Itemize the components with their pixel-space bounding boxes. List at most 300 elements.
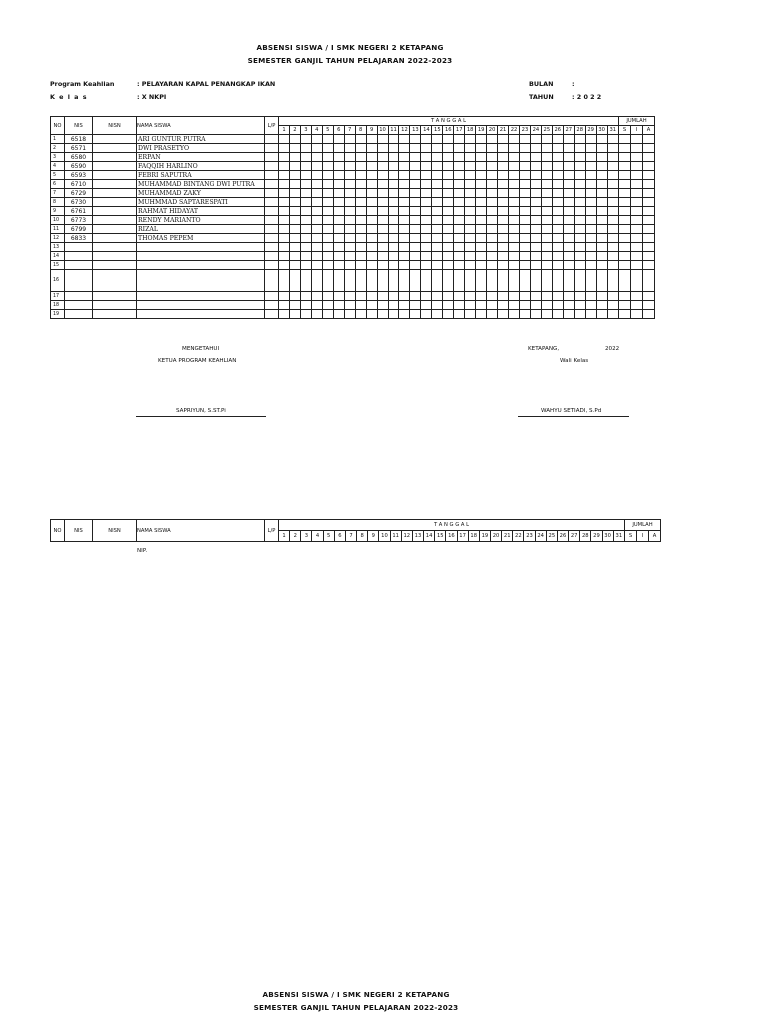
header-day: 6 bbox=[333, 126, 344, 135]
row-attendance-cell bbox=[421, 261, 432, 270]
row-attendance-cell bbox=[552, 135, 563, 144]
row-attendance-cell bbox=[432, 171, 443, 180]
row-attendance-cell bbox=[344, 153, 355, 162]
row-attendance-cell bbox=[498, 198, 509, 207]
row-attendance-cell bbox=[530, 135, 541, 144]
header-tanggal: T A N G G A L bbox=[279, 117, 619, 126]
row-attendance-cell bbox=[487, 144, 498, 153]
row-attendance-cell bbox=[498, 216, 509, 225]
row-attendance-cell bbox=[630, 180, 642, 189]
row-attendance-cell bbox=[498, 180, 509, 189]
row-attendance-cell bbox=[642, 270, 654, 292]
attendance-table-header-repeat bbox=[50, 519, 661, 542]
header-lp: L/P bbox=[265, 117, 279, 135]
row-attendance-cell bbox=[355, 243, 366, 252]
header-sia: S bbox=[624, 531, 636, 542]
row-attendance-cell bbox=[530, 261, 541, 270]
row-attendance-cell bbox=[642, 135, 654, 144]
doc-title-line2: SEMESTER GANJIL TAHUN PELAJARAN 2022-2023 bbox=[247, 56, 453, 65]
row-attendance-cell bbox=[607, 162, 618, 171]
row-nama bbox=[137, 243, 265, 252]
row-attendance-cell bbox=[563, 292, 574, 301]
row-attendance-cell bbox=[585, 135, 596, 144]
row-attendance-cell bbox=[377, 310, 388, 319]
row-attendance-cell bbox=[642, 198, 654, 207]
row-attendance-cell bbox=[552, 243, 563, 252]
row-attendance-cell bbox=[630, 162, 642, 171]
row-attendance-cell bbox=[279, 162, 290, 171]
row-attendance-cell bbox=[421, 292, 432, 301]
row-attendance-cell bbox=[366, 243, 377, 252]
row-attendance-cell bbox=[607, 270, 618, 292]
row-attendance-cell bbox=[498, 189, 509, 198]
row-attendance-cell bbox=[300, 292, 311, 301]
row-attendance-cell bbox=[289, 135, 300, 144]
row-attendance-cell bbox=[399, 292, 410, 301]
row-attendance-cell bbox=[355, 162, 366, 171]
row-attendance-cell bbox=[311, 261, 322, 270]
row-attendance-cell bbox=[585, 270, 596, 292]
row-nis: 6761 bbox=[65, 207, 93, 216]
row-attendance-cell bbox=[410, 189, 421, 198]
row-attendance-cell bbox=[465, 144, 476, 153]
row-attendance-cell bbox=[366, 292, 377, 301]
header-day: 28 bbox=[580, 531, 591, 542]
nip-label: NIP. bbox=[137, 548, 148, 554]
row-attendance-cell bbox=[642, 292, 654, 301]
row-nama bbox=[137, 270, 265, 292]
row-attendance-cell bbox=[487, 301, 498, 310]
row-attendance-cell bbox=[596, 189, 607, 198]
header-day: 21 bbox=[498, 126, 509, 135]
row-attendance-cell bbox=[476, 153, 487, 162]
header-day: 12 bbox=[401, 531, 412, 542]
row-attendance-cell bbox=[443, 310, 454, 319]
row-attendance-cell bbox=[377, 135, 388, 144]
row-attendance-cell bbox=[388, 171, 399, 180]
header-no: NO bbox=[51, 117, 65, 135]
row-attendance-cell bbox=[530, 270, 541, 292]
row-attendance-cell bbox=[596, 153, 607, 162]
row-attendance-cell bbox=[519, 198, 530, 207]
attendance-table bbox=[50, 116, 655, 319]
row-attendance-cell bbox=[432, 270, 443, 292]
row-attendance-cell bbox=[574, 207, 585, 216]
row-attendance-cell bbox=[642, 153, 654, 162]
row-attendance-cell bbox=[487, 189, 498, 198]
row-attendance-cell bbox=[552, 189, 563, 198]
row-attendance-cell bbox=[596, 216, 607, 225]
header-day: 26 bbox=[552, 126, 563, 135]
row-nis bbox=[65, 261, 93, 270]
row-attendance-cell bbox=[487, 180, 498, 189]
row-attendance-cell bbox=[300, 270, 311, 292]
row-nisn bbox=[93, 135, 137, 144]
header-day: 19 bbox=[479, 531, 490, 542]
row-attendance-cell bbox=[541, 180, 552, 189]
row-attendance-cell bbox=[421, 207, 432, 216]
row-attendance-cell bbox=[519, 261, 530, 270]
row-lp bbox=[265, 189, 279, 198]
row-attendance-cell bbox=[399, 207, 410, 216]
row-attendance-cell bbox=[366, 252, 377, 261]
row-attendance-cell bbox=[552, 144, 563, 153]
header-day: 10 bbox=[379, 531, 390, 542]
row-attendance-cell bbox=[585, 234, 596, 243]
row-attendance-cell bbox=[465, 180, 476, 189]
row-attendance-cell bbox=[443, 301, 454, 310]
row-attendance-cell bbox=[585, 292, 596, 301]
row-attendance-cell bbox=[519, 243, 530, 252]
row-attendance-cell bbox=[322, 189, 333, 198]
row-attendance-cell bbox=[596, 252, 607, 261]
row-attendance-cell bbox=[509, 310, 520, 319]
row-attendance-cell bbox=[388, 261, 399, 270]
row-attendance-cell bbox=[421, 234, 432, 243]
row-attendance-cell bbox=[432, 189, 443, 198]
kelas-label: K e l a s bbox=[50, 93, 88, 101]
row-attendance-cell bbox=[454, 261, 465, 270]
row-attendance-cell bbox=[454, 252, 465, 261]
header-day: 3 bbox=[301, 531, 312, 542]
row-lp bbox=[265, 261, 279, 270]
row-attendance-cell bbox=[530, 292, 541, 301]
row-attendance-cell bbox=[563, 144, 574, 153]
row-attendance-cell bbox=[388, 153, 399, 162]
row-attendance-cell bbox=[279, 234, 290, 243]
table-row bbox=[51, 301, 655, 310]
row-attendance-cell bbox=[642, 310, 654, 319]
row-lp bbox=[265, 270, 279, 292]
row-attendance-cell bbox=[642, 216, 654, 225]
row-attendance-cell bbox=[530, 153, 541, 162]
table-row bbox=[51, 225, 655, 234]
row-attendance-cell bbox=[432, 261, 443, 270]
row-attendance-cell bbox=[563, 135, 574, 144]
row-attendance-cell bbox=[399, 225, 410, 234]
row-attendance-cell bbox=[596, 144, 607, 153]
row-attendance-cell bbox=[465, 301, 476, 310]
row-attendance-cell bbox=[574, 135, 585, 144]
row-attendance-cell bbox=[596, 261, 607, 270]
row-attendance-cell bbox=[519, 225, 530, 234]
row-lp bbox=[265, 234, 279, 243]
row-no: 1 bbox=[51, 135, 65, 144]
row-no: 14 bbox=[51, 252, 65, 261]
row-attendance-cell bbox=[519, 292, 530, 301]
row-attendance-cell bbox=[607, 292, 618, 301]
header-day: 26 bbox=[557, 531, 568, 542]
header-day: 8 bbox=[357, 531, 368, 542]
row-attendance-cell bbox=[388, 216, 399, 225]
row-attendance-cell bbox=[432, 310, 443, 319]
row-attendance-cell bbox=[366, 234, 377, 243]
row-attendance-cell bbox=[509, 153, 520, 162]
row-attendance-cell bbox=[519, 162, 530, 171]
row-attendance-cell bbox=[388, 144, 399, 153]
row-attendance-cell bbox=[344, 216, 355, 225]
row-attendance-cell bbox=[618, 252, 630, 261]
row-nis bbox=[65, 292, 93, 301]
row-attendance-cell bbox=[399, 252, 410, 261]
row-no: 7 bbox=[51, 189, 65, 198]
row-attendance-cell bbox=[366, 301, 377, 310]
row-attendance-cell bbox=[322, 207, 333, 216]
row-attendance-cell bbox=[355, 153, 366, 162]
row-attendance-cell bbox=[630, 261, 642, 270]
row-attendance-cell bbox=[454, 243, 465, 252]
row-attendance-cell bbox=[498, 301, 509, 310]
row-no: 19 bbox=[51, 310, 65, 319]
row-attendance-cell bbox=[410, 144, 421, 153]
program-label: Program Keahlian bbox=[50, 80, 115, 88]
row-attendance-cell bbox=[421, 135, 432, 144]
row-attendance-cell bbox=[366, 180, 377, 189]
header-nisn: NISN bbox=[93, 117, 137, 135]
row-nisn bbox=[93, 189, 137, 198]
row-attendance-cell bbox=[443, 261, 454, 270]
row-attendance-cell bbox=[618, 153, 630, 162]
row-attendance-cell bbox=[487, 261, 498, 270]
row-attendance-cell bbox=[487, 171, 498, 180]
row-attendance-cell bbox=[618, 301, 630, 310]
row-attendance-cell bbox=[509, 198, 520, 207]
header-row bbox=[51, 520, 661, 531]
header-day: 27 bbox=[569, 531, 580, 542]
row-attendance-cell bbox=[355, 270, 366, 292]
row-no: 11 bbox=[51, 225, 65, 234]
row-attendance-cell bbox=[642, 207, 654, 216]
row-attendance-cell bbox=[279, 310, 290, 319]
row-attendance-cell bbox=[541, 243, 552, 252]
row-attendance-cell bbox=[377, 171, 388, 180]
row-attendance-cell bbox=[377, 252, 388, 261]
row-attendance-cell bbox=[607, 189, 618, 198]
row-attendance-cell bbox=[498, 292, 509, 301]
row-nisn bbox=[93, 171, 137, 180]
row-attendance-cell bbox=[552, 171, 563, 180]
row-attendance-cell bbox=[465, 189, 476, 198]
row-attendance-cell bbox=[300, 171, 311, 180]
row-attendance-cell bbox=[563, 252, 574, 261]
row-attendance-cell bbox=[630, 225, 642, 234]
table-row bbox=[51, 189, 655, 198]
row-attendance-cell bbox=[574, 234, 585, 243]
row-attendance-cell bbox=[509, 243, 520, 252]
row-attendance-cell bbox=[552, 292, 563, 301]
header-day: 16 bbox=[443, 126, 454, 135]
ketapang-label: KETAPANG, bbox=[528, 346, 560, 352]
tahun-label: TAHUN bbox=[529, 93, 554, 101]
row-attendance-cell bbox=[410, 216, 421, 225]
row-nama: MUHAMMAD BINTANG DWI PUTRA bbox=[137, 180, 265, 189]
row-attendance-cell bbox=[454, 225, 465, 234]
row-attendance-cell bbox=[541, 153, 552, 162]
row-attendance-cell bbox=[563, 301, 574, 310]
row-attendance-cell bbox=[630, 292, 642, 301]
table-row bbox=[51, 261, 655, 270]
row-nis: 6571 bbox=[65, 144, 93, 153]
row-attendance-cell bbox=[322, 243, 333, 252]
row-attendance-cell bbox=[585, 189, 596, 198]
row-attendance-cell bbox=[519, 144, 530, 153]
row-attendance-cell bbox=[487, 153, 498, 162]
row-attendance-cell bbox=[355, 234, 366, 243]
row-attendance-cell bbox=[388, 310, 399, 319]
header-nis: NIS bbox=[65, 520, 93, 542]
row-attendance-cell bbox=[487, 310, 498, 319]
row-attendance-cell bbox=[630, 310, 642, 319]
row-attendance-cell bbox=[279, 243, 290, 252]
row-attendance-cell bbox=[618, 207, 630, 216]
row-attendance-cell bbox=[432, 225, 443, 234]
row-attendance-cell bbox=[300, 243, 311, 252]
row-attendance-cell bbox=[333, 292, 344, 301]
row-attendance-cell bbox=[421, 162, 432, 171]
row-attendance-cell bbox=[498, 135, 509, 144]
row-attendance-cell bbox=[509, 261, 520, 270]
row-attendance-cell bbox=[399, 198, 410, 207]
row-attendance-cell bbox=[311, 225, 322, 234]
row-attendance-cell bbox=[333, 162, 344, 171]
doc-title-line1: ABSENSI SISWA / I SMK NEGERI 2 KETAPANG bbox=[256, 43, 444, 52]
row-attendance-cell bbox=[322, 198, 333, 207]
row-attendance-cell bbox=[476, 144, 487, 153]
row-attendance-cell bbox=[289, 225, 300, 234]
row-attendance-cell bbox=[322, 225, 333, 234]
row-lp bbox=[265, 198, 279, 207]
row-attendance-cell bbox=[563, 310, 574, 319]
row-nama: ARI GUNTUR PUTRA bbox=[137, 135, 265, 144]
row-attendance-cell bbox=[487, 234, 498, 243]
row-attendance-cell bbox=[574, 216, 585, 225]
row-lp bbox=[265, 144, 279, 153]
row-attendance-cell bbox=[289, 180, 300, 189]
row-attendance-cell bbox=[642, 162, 654, 171]
row-attendance-cell bbox=[530, 198, 541, 207]
row-attendance-cell bbox=[596, 198, 607, 207]
row-attendance-cell bbox=[311, 189, 322, 198]
row-attendance-cell bbox=[596, 171, 607, 180]
row-attendance-cell bbox=[399, 135, 410, 144]
row-attendance-cell bbox=[333, 234, 344, 243]
row-nis bbox=[65, 252, 93, 261]
row-nisn bbox=[93, 292, 137, 301]
row-attendance-cell bbox=[410, 207, 421, 216]
row-attendance-cell bbox=[530, 252, 541, 261]
row-nis bbox=[65, 310, 93, 319]
row-attendance-cell bbox=[311, 198, 322, 207]
row-attendance-cell bbox=[530, 310, 541, 319]
row-attendance-cell bbox=[498, 225, 509, 234]
row-nis: 6593 bbox=[65, 171, 93, 180]
row-attendance-cell bbox=[344, 180, 355, 189]
row-attendance-cell bbox=[410, 261, 421, 270]
row-attendance-cell bbox=[443, 153, 454, 162]
row-attendance-cell bbox=[410, 171, 421, 180]
row-attendance-cell bbox=[563, 225, 574, 234]
row-nis: 6580 bbox=[65, 153, 93, 162]
row-attendance-cell bbox=[399, 162, 410, 171]
row-attendance-cell bbox=[355, 310, 366, 319]
row-attendance-cell bbox=[322, 135, 333, 144]
row-attendance-cell bbox=[279, 216, 290, 225]
row-attendance-cell bbox=[377, 234, 388, 243]
row-attendance-cell bbox=[530, 225, 541, 234]
row-attendance-cell bbox=[311, 144, 322, 153]
row-nis: 6518 bbox=[65, 135, 93, 144]
row-attendance-cell bbox=[322, 162, 333, 171]
row-attendance-cell bbox=[333, 135, 344, 144]
row-attendance-cell bbox=[289, 292, 300, 301]
row-attendance-cell bbox=[607, 216, 618, 225]
row-attendance-cell bbox=[421, 144, 432, 153]
header-day: 20 bbox=[487, 126, 498, 135]
row-attendance-cell bbox=[487, 216, 498, 225]
row-no: 9 bbox=[51, 207, 65, 216]
row-nama: THOMAS PEPEM bbox=[137, 234, 265, 243]
row-attendance-cell bbox=[618, 198, 630, 207]
row-nisn bbox=[93, 234, 137, 243]
row-lp bbox=[265, 162, 279, 171]
row-attendance-cell bbox=[487, 270, 498, 292]
row-attendance-cell bbox=[388, 301, 399, 310]
header-day: 5 bbox=[322, 126, 333, 135]
row-attendance-cell bbox=[509, 234, 520, 243]
row-attendance-cell bbox=[279, 225, 290, 234]
row-nisn bbox=[93, 180, 137, 189]
bulan-label: BULAN bbox=[529, 80, 554, 88]
row-attendance-cell bbox=[311, 153, 322, 162]
row-attendance-cell bbox=[300, 207, 311, 216]
row-attendance-cell bbox=[410, 301, 421, 310]
row-attendance-cell bbox=[289, 270, 300, 292]
row-attendance-cell bbox=[366, 270, 377, 292]
row-attendance-cell bbox=[388, 243, 399, 252]
row-attendance-cell bbox=[366, 261, 377, 270]
row-no: 18 bbox=[51, 301, 65, 310]
row-attendance-cell bbox=[388, 189, 399, 198]
row-attendance-cell bbox=[432, 216, 443, 225]
row-attendance-cell bbox=[279, 180, 290, 189]
row-attendance-cell bbox=[410, 234, 421, 243]
row-attendance-cell bbox=[530, 180, 541, 189]
row-attendance-cell bbox=[399, 270, 410, 292]
row-attendance-cell bbox=[642, 234, 654, 243]
row-nama: RENDY MARIANTO bbox=[137, 216, 265, 225]
row-attendance-cell bbox=[421, 252, 432, 261]
row-attendance-cell bbox=[465, 234, 476, 243]
row-attendance-cell bbox=[476, 243, 487, 252]
row-attendance-cell bbox=[642, 261, 654, 270]
row-attendance-cell bbox=[355, 198, 366, 207]
header-no: NO bbox=[51, 520, 65, 542]
row-attendance-cell bbox=[509, 301, 520, 310]
row-lp bbox=[265, 207, 279, 216]
row-no: 8 bbox=[51, 198, 65, 207]
row-attendance-cell bbox=[410, 252, 421, 261]
row-attendance-cell bbox=[279, 252, 290, 261]
row-attendance-cell bbox=[596, 292, 607, 301]
header-sia: I bbox=[630, 126, 642, 135]
row-attendance-cell bbox=[421, 198, 432, 207]
row-attendance-cell bbox=[585, 252, 596, 261]
header-sia: A bbox=[648, 531, 660, 542]
row-attendance-cell bbox=[355, 207, 366, 216]
row-attendance-cell bbox=[344, 144, 355, 153]
header-day: 7 bbox=[345, 531, 356, 542]
row-attendance-cell bbox=[465, 261, 476, 270]
